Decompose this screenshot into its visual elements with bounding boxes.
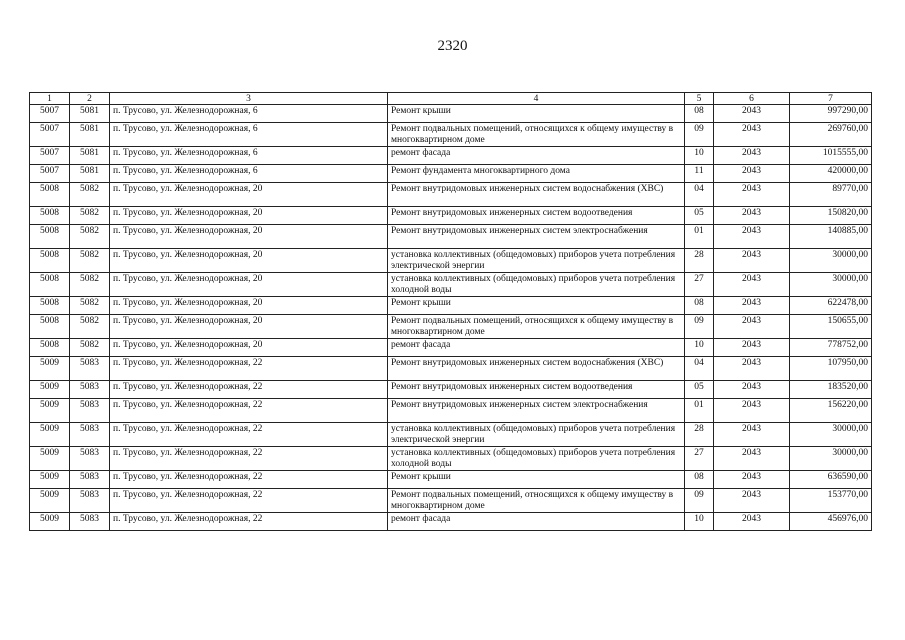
column-header: 4 — [388, 93, 685, 105]
work-type-cell: установка коллективных (общедомовых) приборов учета потребления электрической энергии — [388, 423, 685, 447]
table-row — [30, 513, 872, 531]
work-code-cell: 08 — [685, 297, 714, 315]
table-row — [30, 339, 872, 357]
house-id-cell: 5083 — [70, 357, 110, 381]
cost-cell: 636590,00 — [790, 471, 872, 489]
house-id-cell: 5082 — [70, 207, 110, 225]
address-cell: п. Трусово, ул. Железнодорожная, 22 — [110, 489, 388, 513]
house-id-cell: 5083 — [70, 381, 110, 399]
table-row — [30, 123, 872, 147]
house-id-cell: 5082 — [70, 273, 110, 297]
house-id-cell: 5083 — [70, 513, 110, 531]
house-id-cell: 5081 — [70, 123, 110, 147]
cost-cell: 778752,00 — [790, 339, 872, 357]
object-id-cell: 5009 — [30, 447, 70, 471]
table-row — [30, 147, 872, 165]
object-id-cell: 5008 — [30, 297, 70, 315]
column-header: 1 — [30, 93, 70, 105]
work-type-cell: Ремонт внутридомовых инженерных систем водоотведения — [388, 207, 685, 225]
object-id-cell: 5007 — [30, 123, 70, 147]
work-code-cell: 10 — [685, 513, 714, 531]
table-row — [30, 183, 872, 207]
cost-cell: 150820,00 — [790, 207, 872, 225]
address-cell: п. Трусово, ул. Железнодорожная, 6 — [110, 123, 388, 147]
house-id-cell: 5082 — [70, 297, 110, 315]
object-id-cell: 5009 — [30, 423, 70, 447]
house-id-cell: 5083 — [70, 423, 110, 447]
year-cell: 2043 — [714, 489, 790, 513]
table-row — [30, 381, 872, 399]
address-cell: п. Трусово, ул. Железнодорожная, 20 — [110, 339, 388, 357]
cost-cell: 997290,00 — [790, 105, 872, 123]
house-id-cell: 5083 — [70, 489, 110, 513]
table-row — [30, 249, 872, 273]
cost-cell: 269760,00 — [790, 123, 872, 147]
object-id-cell: 5009 — [30, 489, 70, 513]
year-cell: 2043 — [714, 225, 790, 249]
work-code-cell: 05 — [685, 381, 714, 399]
work-code-cell: 27 — [685, 273, 714, 297]
work-type-cell: Ремонт внутридомовых инженерных систем электроснабжения — [388, 399, 685, 423]
address-cell: п. Трусово, ул. Железнодорожная, 20 — [110, 183, 388, 207]
column-header: 7 — [790, 93, 872, 105]
year-cell: 2043 — [714, 399, 790, 423]
work-type-cell: ремонт фасада — [388, 513, 685, 531]
table-row — [30, 207, 872, 225]
address-cell: п. Трусово, ул. Железнодорожная, 6 — [110, 147, 388, 165]
year-cell: 2043 — [714, 147, 790, 165]
object-id-cell: 5008 — [30, 315, 70, 339]
table-body — [30, 93, 872, 531]
work-code-cell: 09 — [685, 315, 714, 339]
object-id-cell: 5007 — [30, 147, 70, 165]
work-code-cell: 09 — [685, 489, 714, 513]
cost-cell: 89770,00 — [790, 183, 872, 207]
object-id-cell: 5009 — [30, 399, 70, 423]
house-id-cell: 5082 — [70, 249, 110, 273]
address-cell: п. Трусово, ул. Железнодорожная, 22 — [110, 381, 388, 399]
cost-cell: 107950,00 — [790, 357, 872, 381]
object-id-cell: 5008 — [30, 207, 70, 225]
work-type-cell: Ремонт внутридомовых инженерных систем водоснабжения (ХВС) — [388, 357, 685, 381]
work-code-cell: 27 — [685, 447, 714, 471]
cost-cell: 153770,00 — [790, 489, 872, 513]
year-cell: 2043 — [714, 423, 790, 447]
work-type-cell: Ремонт крыши — [388, 471, 685, 489]
work-type-cell: Ремонт внутридомовых инженерных систем водоотведения — [388, 381, 685, 399]
year-cell: 2043 — [714, 513, 790, 531]
table-row — [30, 357, 872, 381]
work-type-cell: ремонт фасада — [388, 339, 685, 357]
work-code-cell: 01 — [685, 399, 714, 423]
column-header: 5 — [685, 93, 714, 105]
work-type-cell: Ремонт крыши — [388, 105, 685, 123]
work-type-cell: установка коллективных (общедомовых) приборов учета потребления холодной воды — [388, 447, 685, 471]
year-cell: 2043 — [714, 471, 790, 489]
address-cell: п. Трусово, ул. Железнодорожная, 22 — [110, 513, 388, 531]
page-number: 2320 — [437, 38, 468, 54]
address-cell: п. Трусово, ул. Железнодорожная, 22 — [110, 423, 388, 447]
cost-cell: 156220,00 — [790, 399, 872, 423]
work-code-cell: 05 — [685, 207, 714, 225]
cost-cell: 183520,00 — [790, 381, 872, 399]
work-code-cell: 10 — [685, 147, 714, 165]
work-code-cell: 11 — [685, 165, 714, 183]
house-id-cell: 5082 — [70, 339, 110, 357]
work-code-cell: 04 — [685, 357, 714, 381]
table-header-row — [30, 93, 872, 105]
cost-cell: 1015555,00 — [790, 147, 872, 165]
table-row — [30, 489, 872, 513]
work-code-cell: 04 — [685, 183, 714, 207]
work-type-cell: ремонт фасада — [388, 147, 685, 165]
object-id-cell: 5009 — [30, 471, 70, 489]
year-cell: 2043 — [714, 447, 790, 471]
work-code-cell: 01 — [685, 225, 714, 249]
address-cell: п. Трусово, ул. Железнодорожная, 20 — [110, 297, 388, 315]
cost-cell: 30000,00 — [790, 447, 872, 471]
registry-table — [29, 92, 872, 531]
address-cell: п. Трусово, ул. Железнодорожная, 20 — [110, 315, 388, 339]
address-cell: п. Трусово, ул. Железнодорожная, 22 — [110, 357, 388, 381]
year-cell: 2043 — [714, 315, 790, 339]
work-code-cell: 28 — [685, 249, 714, 273]
year-cell: 2043 — [714, 249, 790, 273]
object-id-cell: 5008 — [30, 339, 70, 357]
work-type-cell: Ремонт подвальных помещений, относящихся к общему имуществу в многоквартирном доме — [388, 315, 685, 339]
house-id-cell: 5083 — [70, 399, 110, 423]
address-cell: п. Трусово, ул. Железнодорожная, 20 — [110, 225, 388, 249]
object-id-cell: 5009 — [30, 357, 70, 381]
address-cell: п. Трусово, ул. Железнодорожная, 20 — [110, 207, 388, 225]
cost-cell: 150655,00 — [790, 315, 872, 339]
address-cell: п. Трусово, ул. Железнодорожная, 20 — [110, 249, 388, 273]
work-type-cell: установка коллективных (общедомовых) приборов учета потребления электрической энергии — [388, 249, 685, 273]
object-id-cell: 5008 — [30, 225, 70, 249]
house-id-cell: 5082 — [70, 315, 110, 339]
year-cell: 2043 — [714, 183, 790, 207]
cost-cell: 456976,00 — [790, 513, 872, 531]
address-cell: п. Трусово, ул. Железнодорожная, 22 — [110, 447, 388, 471]
work-code-cell: 09 — [685, 123, 714, 147]
year-cell: 2043 — [714, 207, 790, 225]
work-code-cell: 10 — [685, 339, 714, 357]
object-id-cell: 5009 — [30, 513, 70, 531]
table-row — [30, 165, 872, 183]
object-id-cell: 5008 — [30, 273, 70, 297]
address-cell: п. Трусово, ул. Железнодорожная, 20 — [110, 273, 388, 297]
work-type-cell: Ремонт подвальных помещений, относящихся к общему имуществу в многоквартирном доме — [388, 123, 685, 147]
year-cell: 2043 — [714, 297, 790, 315]
cost-cell: 140885,00 — [790, 225, 872, 249]
work-type-cell: Ремонт внутридомовых инженерных систем электроснабжения — [388, 225, 685, 249]
year-cell: 2043 — [714, 339, 790, 357]
work-code-cell: 28 — [685, 423, 714, 447]
address-cell: п. Трусово, ул. Железнодорожная, 6 — [110, 165, 388, 183]
table-row — [30, 315, 872, 339]
year-cell: 2043 — [714, 381, 790, 399]
address-cell: п. Трусово, ул. Железнодорожная, 6 — [110, 105, 388, 123]
year-cell: 2043 — [714, 357, 790, 381]
house-id-cell: 5081 — [70, 147, 110, 165]
work-type-cell: Ремонт внутридомовых инженерных систем водоснабжения (ХВС) — [388, 183, 685, 207]
object-id-cell: 5008 — [30, 183, 70, 207]
table-row — [30, 423, 872, 447]
object-id-cell: 5009 — [30, 381, 70, 399]
house-id-cell: 5083 — [70, 471, 110, 489]
work-type-cell: установка коллективных (общедомовых) приборов учета потребления холодной воды — [388, 273, 685, 297]
table-row — [30, 273, 872, 297]
cost-cell: 622478,00 — [790, 297, 872, 315]
cost-cell: 30000,00 — [790, 249, 872, 273]
house-id-cell: 5082 — [70, 225, 110, 249]
object-id-cell: 5007 — [30, 165, 70, 183]
table-row — [30, 471, 872, 489]
table-row — [30, 399, 872, 423]
house-id-cell: 5081 — [70, 165, 110, 183]
work-type-cell: Ремонт подвальных помещений, относящихся к общему имуществу в многоквартирном доме — [388, 489, 685, 513]
year-cell: 2043 — [714, 273, 790, 297]
cost-cell: 30000,00 — [790, 273, 872, 297]
cost-cell: 30000,00 — [790, 423, 872, 447]
work-type-cell: Ремонт фундамента многоквартирного дома — [388, 165, 685, 183]
object-id-cell: 5007 — [30, 105, 70, 123]
house-id-cell: 5082 — [70, 183, 110, 207]
year-cell: 2043 — [714, 165, 790, 183]
house-id-cell: 5081 — [70, 105, 110, 123]
table-row — [30, 297, 872, 315]
cost-cell: 420000,00 — [790, 165, 872, 183]
object-id-cell: 5008 — [30, 249, 70, 273]
table-row — [30, 105, 872, 123]
table-row — [30, 225, 872, 249]
address-cell: п. Трусово, ул. Железнодорожная, 22 — [110, 399, 388, 423]
column-header: 6 — [714, 93, 790, 105]
column-header: 3 — [110, 93, 388, 105]
year-cell: 2043 — [714, 105, 790, 123]
table-row — [30, 447, 872, 471]
work-code-cell: 08 — [685, 105, 714, 123]
work-code-cell: 08 — [685, 471, 714, 489]
year-cell: 2043 — [714, 123, 790, 147]
address-cell: п. Трусово, ул. Железнодорожная, 22 — [110, 471, 388, 489]
work-type-cell: Ремонт крыши — [388, 297, 685, 315]
column-header: 2 — [70, 93, 110, 105]
house-id-cell: 5083 — [70, 447, 110, 471]
